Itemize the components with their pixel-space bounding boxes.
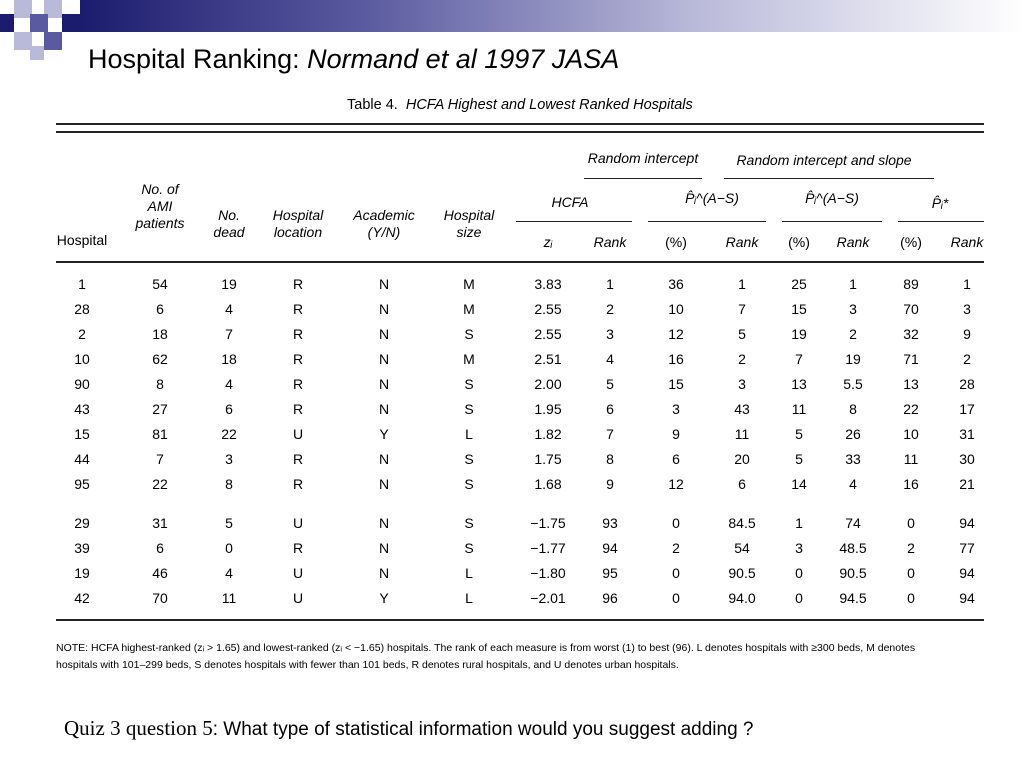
table-cell: 2.55 [534,326,562,342]
table-cell: −1.77 [530,540,566,556]
table-cell: S [464,376,474,392]
table-cell: 16 [903,476,919,492]
table-cell: 0 [672,565,680,581]
table-cell: N [378,301,390,317]
table-cell: 0 [795,590,803,606]
column-header-13: Rank [950,234,984,250]
table-cell: 1 [795,515,803,531]
table-cell: 4 [606,351,614,367]
table-cell: 62 [152,351,168,367]
column-header-2: No. dead [213,207,245,240]
table-cell: N [378,276,390,292]
table-cell: 94 [602,540,618,556]
table-cell: 11 [734,426,750,442]
table-top-rule-1 [56,123,984,125]
table-cell: 1.82 [534,426,562,442]
table-cell: 3.83 [534,276,562,292]
table-cell: 16 [668,351,684,367]
table-cell: 81 [152,426,168,442]
table-cell: 77 [959,540,975,556]
table-cell: 6 [156,301,164,317]
decor-square-3 [0,14,14,32]
table-cell: 94 [959,515,975,531]
table-cell: M [463,301,475,317]
table-cell: 1 [606,276,614,292]
table-cell: 2 [963,351,971,367]
table-cell: N [378,376,390,392]
table-cell: 1.68 [534,476,562,492]
table-cell: 12 [668,326,684,342]
table-cell: 11 [791,401,807,417]
slide-title [88,44,619,75]
slide-title-prefix: Hospital Ranking: [88,44,308,74]
table-cell: 21 [959,476,975,492]
table-cell: 94.0 [728,590,756,606]
quiz-question [64,716,753,741]
table-cell: 70 [152,590,168,606]
table-cell: 9 [963,326,971,342]
column-header-4: Academic (Y/N) [353,207,415,240]
table-cell: 7 [606,426,614,442]
table-cell: 17 [959,401,975,417]
column-header-11: Rank [836,234,870,250]
column-header-1: No. of AMI patients [135,181,185,231]
table-cell: 14 [791,476,807,492]
table-bottom-rule [56,619,984,621]
decor-square-7 [44,32,62,50]
table-cell: 90.5 [839,565,867,581]
table-cell: 0 [795,565,803,581]
table-cell: 8 [156,376,164,392]
table-cell: 6 [156,540,164,556]
table-cell: U [292,426,304,442]
table-cell: 44 [74,451,90,467]
table-cell: R [292,276,304,292]
rule-random-intercept [584,178,702,179]
table-cell: 8 [849,401,857,417]
table-cell: 5 [738,326,746,342]
decor-square-5 [62,14,80,32]
rule-p-star [898,221,984,222]
table-cell: 3 [606,326,614,342]
table-cell: Y [379,590,389,606]
table-cell: 2.00 [534,376,562,392]
table-cell: 54 [152,276,168,292]
table-cell: 18 [221,351,237,367]
table-top-rule-2 [56,131,984,133]
table-cell: 22 [221,426,237,442]
table-cell: 3 [963,301,971,317]
table-cell: 28 [74,301,90,317]
table-cell: 90 [74,376,90,392]
table-cell: 0 [672,515,680,531]
table-cell: 5 [795,451,803,467]
rule-p-as-1 [648,221,766,222]
column-header-9: Rank [725,234,759,250]
table-cell: 29 [74,515,90,531]
table-cell: 15 [791,301,807,317]
table-cell: 2 [672,540,680,556]
table-cell: 43 [74,401,90,417]
quiz-label: Quiz 3 question 5 [64,716,213,740]
table-cell: 30 [959,451,975,467]
table-cell: 18 [152,326,168,342]
table-cell: 33 [845,451,861,467]
table-cell: 39 [74,540,90,556]
table-header-bottom-rule [56,261,984,263]
table-cell: 19 [845,351,861,367]
table-cell: R [292,376,304,392]
table-cell: 2 [849,326,857,342]
table-cell: 26 [845,426,861,442]
table-cell: 0 [907,515,915,531]
table-cell: N [378,476,390,492]
quiz-text: What type of statistical information would you suggest adding ? [218,719,754,740]
table-cell: 11 [903,451,919,467]
column-header-12: (%) [900,234,922,250]
table-cell: 3 [738,376,746,392]
table-cell: 1.75 [534,451,562,467]
table-cell: 8 [225,476,233,492]
table-cell: 10 [668,301,684,317]
table-cell: M [463,351,475,367]
table-cell: 3 [225,451,233,467]
table-cell: 5 [795,426,803,442]
table-cell: U [292,565,304,581]
table-cell: N [378,351,390,367]
table-cell: 70 [903,301,919,317]
column-header-10: (%) [788,234,810,250]
column-header-7: Rank [593,234,627,250]
table-caption-title: HCFA Highest and Lowest Ranked Hospitals [405,97,693,113]
table-cell: 4 [225,376,233,392]
table-cell: 22 [903,401,919,417]
table-cell: 2.51 [534,351,562,367]
table-cell: 93 [602,515,618,531]
table-cell: 6 [738,476,746,492]
table-cell: 13 [903,376,919,392]
column-header-0: Hospital [56,232,108,248]
table-cell: 22 [152,476,168,492]
table-cell: 96 [602,590,618,606]
table-cell: −1.75 [530,515,566,531]
table-cell: 48.5 [839,540,867,556]
group-header-random-intercept: Random intercept [587,150,699,166]
table-cell: L [465,590,473,606]
header-gradient-bar [80,0,1024,32]
table-cell: U [292,590,304,606]
table-cell: R [292,401,304,417]
table-cell: S [464,401,474,417]
table-cell: 95 [602,565,618,581]
table-cell: 6 [225,401,233,417]
table-cell: 7 [738,301,746,317]
table-cell: 1.95 [534,401,562,417]
table-note-line-2: hospitals with 101–299 beds, S denotes hospitals with fewer than 101 beds, R denotes rural hospitals, and U denotes urban hospitals. [56,659,679,671]
table-cell: Y [379,426,389,442]
table-cell: 0 [907,565,915,581]
table-cell: 20 [734,451,750,467]
table-cell: 74 [845,515,861,531]
table-cell: 4 [849,476,857,492]
table-cell: 54 [734,540,750,556]
table-cell: 1 [963,276,971,292]
table-cell: 4 [225,565,233,581]
table-cell: 3 [849,301,857,317]
table-cell: 0 [672,590,680,606]
table-cell: 5.5 [843,376,863,392]
table-cell: R [292,301,304,317]
table-cell: 28 [959,376,975,392]
table-cell: 6 [606,401,614,417]
table-cell: 15 [74,426,90,442]
group-header-p-as-1: P̂ᵢ^(A−S) [685,190,739,206]
table-cell: 3 [672,401,680,417]
table-cell: 9 [606,476,614,492]
table-cell: −2.01 [530,590,566,606]
table-cell: 19 [74,565,90,581]
column-header-5: Hospital size [443,207,495,240]
table-cell: N [378,540,390,556]
table-cell: S [464,326,474,342]
rule-hcfa [516,221,632,222]
table-cell: 95 [74,476,90,492]
group-header-random-intercept-slope: Random intercept and slope [736,152,912,168]
table-cell: 9 [672,426,680,442]
table-cell: 71 [903,351,919,367]
table-cell: S [464,451,474,467]
table-cell: 19 [221,276,237,292]
table-cell: 2 [738,351,746,367]
table-cell: 94 [959,590,975,606]
table-cell: 6 [672,451,680,467]
table-cell: 27 [152,401,168,417]
table-cell: R [292,540,304,556]
table-cell: 19 [791,326,807,342]
table-cell: 0 [907,590,915,606]
table-cell: L [465,565,473,581]
table-cell: 2 [606,301,614,317]
table-cell: R [292,351,304,367]
table-cell: 10 [74,351,90,367]
table-cell: 2 [907,540,915,556]
table-caption [347,97,693,113]
table-cell: N [378,326,390,342]
quiz-colon: : [212,719,219,740]
group-header-hcfa: HCFA [551,194,589,210]
table-cell: 1 [849,276,857,292]
table-cell: 94 [959,565,975,581]
slide-title-citation: Normand et al 1997 JASA [307,44,620,74]
table-cell: 4 [225,301,233,317]
table-cell: L [465,426,473,442]
group-header-p-as-2: P̂ᵢ^(A−S) [805,190,859,206]
table-cell: 0 [225,540,233,556]
table-cell: N [378,565,390,581]
table-note [56,640,991,674]
table-cell: 7 [225,326,233,342]
table-cell: 25 [791,276,807,292]
table-cell: 84.5 [728,515,756,531]
decor-square-4 [30,14,48,32]
table-cell: 42 [74,590,90,606]
table-cell: S [464,476,474,492]
column-header-6: zᵢ [543,234,553,250]
table-cell: 10 [903,426,919,442]
decor-square-8 [30,46,44,60]
table-cell: 2 [78,326,86,342]
table-cell: 13 [791,376,807,392]
table-cell: N [378,401,390,417]
table-cell: 46 [152,565,168,581]
table-cell: N [378,515,390,531]
column-header-8: (%) [665,234,687,250]
table-cell: R [292,451,304,467]
table-cell: 1 [738,276,746,292]
table-cell: S [464,540,474,556]
table-cell: 8 [606,451,614,467]
table-cell: 32 [903,326,919,342]
table-cell: 1 [78,276,86,292]
table-cell: 3 [795,540,803,556]
table-cell: 7 [795,351,803,367]
table-cell: S [464,515,474,531]
table-cell: 43 [734,401,750,417]
table-cell: 2.55 [534,301,562,317]
table-cell: 31 [152,515,168,531]
table-cell: M [463,276,475,292]
table-cell: 90.5 [728,565,756,581]
table-cell: −1.80 [530,565,566,581]
table-cell: 7 [156,451,164,467]
table-cell: 12 [668,476,684,492]
table-cell: N [378,451,390,467]
table-cell: R [292,326,304,342]
table-cell: 36 [668,276,684,292]
rule-random-intercept-slope [724,178,934,179]
table-cell: U [292,515,304,531]
table-cell: 94.5 [839,590,867,606]
table-caption-label: Table 4. [347,97,398,113]
table-cell: 31 [959,426,975,442]
table-note-line-1: NOTE: HCFA highest-ranked (zᵢ > 1.65) and lowest-ranked (zᵢ < −1.65) hospitals. The rank of each measure is from worst (1) to best (96). L denotes hospitals with ≥300 beds, M denotes [56,642,916,654]
table-cell: R [292,476,304,492]
table-cell: 15 [668,376,684,392]
table-cell: 5 [606,376,614,392]
column-header-3: Hospital location [272,207,324,240]
table-cell: 5 [225,515,233,531]
group-header-p-star: P̂ᵢ* [931,195,949,211]
table-cell: 89 [903,276,919,292]
rule-p-as-2 [782,221,882,222]
table-cell: 11 [221,590,237,606]
